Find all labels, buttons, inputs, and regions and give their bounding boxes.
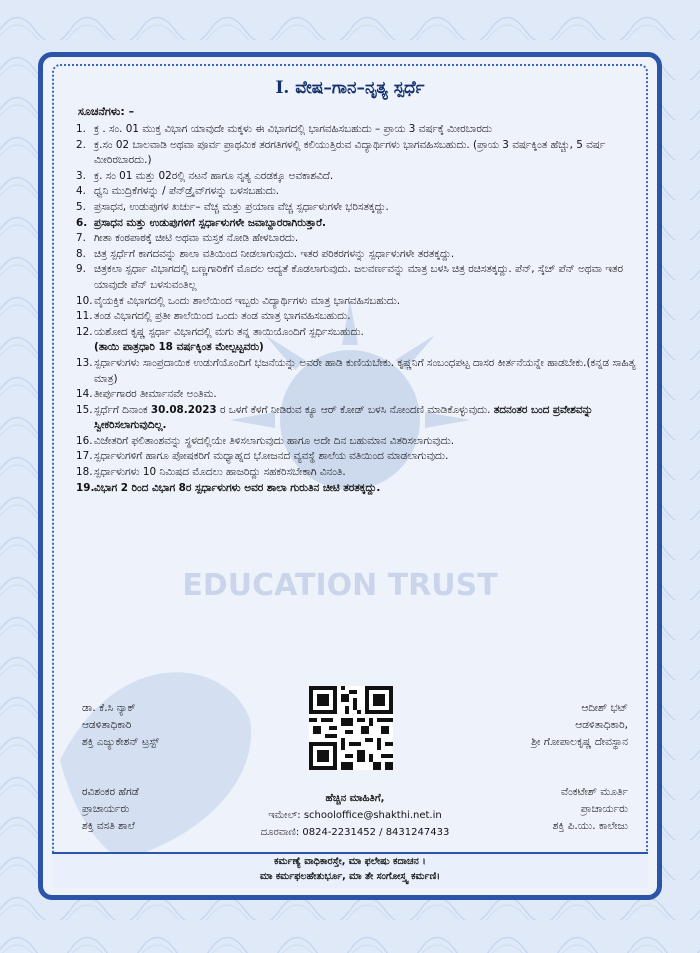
- rule-item: 9. ಚಿತ್ರಕಲಾ ಸ್ಪರ್ಧಾ ವಿಭಾಗದಲ್ಲಿ ಬಣ್ಣಗಾರಿಕೆಗೆ ಮೊದಲ ಆದ್ಯತೆ ಕೊಡಲಾಗುವುದು. ಜಲವರ್ಣವನ್ನು ಮಾತ್ರ ಬಳಸಿ ಚಿತ್ರ ರಚಿಸತಕ್ಕದ್ದು. ಪೆನ್, ಸ್ಕೆಚ್ ಪೆನ್ ಅಥವಾ ಇತರ ಯಾವುದೇ ಪೆನ್ ಬಳಸುವಂತಿಲ್ಲ: [76, 263, 624, 291]
- registration-qr-code[interactable]: [309, 686, 393, 770]
- rule-item: 14. ತೀರ್ಪುಗಾರರ ತೀರ್ಮಾನವೇ ಅಂತಿಮ.: [76, 388, 217, 401]
- signatory-top-right: ಆದೀಶ್ ಭಟ್ ಆಡಳಿತಾಧಿಕಾರಿ, ಶ್ರೀ ಗೋಪಾಲಕೃಷ್ಣ ದೇವಸ್ಥಾನ: [531, 702, 628, 748]
- signatory-top-left: ಡಾ. ಕೆ.ಸಿ ನ್ಯಾಕ್ ಆಡಳಿತಾಧಿಕಾರಿ ಶಕ್ತಿ ಎಜ್ಯುಕೇಶನ್ ಟ್ರಸ್ಟ್: [82, 702, 160, 748]
- rule-item: 5. ಪ್ರಸಾಧನ, ಉಡುಪುಗಳ ಖರ್ಚು– ವೆಚ್ಚ ಮತ್ತು ಪ್ರಯಾಣ ವೆಚ್ಚ ಸ್ಪರ್ಧಾಳುಗಳೇ ಭರಿಸತಕ್ಕದ್ದು.: [76, 200, 389, 213]
- rule-item: 11. ತಂಡ ವಿಭಾಗದಲ್ಲಿ ಪ್ರತೀ ಶಾಲೆಯಿಂದ ಒಂದು ತಂಡ ಮಾತ್ರ ಭಾಗವಹಿಸಬಹುದು.: [76, 310, 351, 323]
- email-link[interactable]: schooloffice@shakthi.net.in: [303, 810, 442, 821]
- footer-line-2: ಮಾ ಕರ್ಮಫಲಹೇತುರ್ಭೂ, ಮಾ ತೇ ಸಂಗೋಸ್ತ್ವ ಕರ್ಮಣಿ।: [259, 871, 441, 882]
- rule-item: 7. ಗೀತಾ ಕಂಠಪಾಠಕ್ಕೆ ಚೀಟಿ ಅಥವಾ ಮಸ್ತಕ ನೋಡಿ ಹೇಳಬಾರದು.: [76, 232, 299, 245]
- contact-info: ಹೆಚ್ಚಿನ ಮಾಹಿತಿಗೆ, ಇಮೇಲ್: schooloffice@shakthi.net.in ದೂರವಾಣಿ: 0824-2231452 / 8431247433: [225, 790, 485, 841]
- rule-item: 1. ಕ್ರ . ಸಂ. 01 ಮುಕ್ತ ವಿಭಾಗ ಯಾವುದೇ ಮಕ್ಕಳು ಈ ವಿಭಾಗದಲ್ಲಿ ಭಾಗವಹಿಸಬಹುದು – ಪ್ರಾಯ 3 ವರ್ಷಕ್ಕೆ ಮೀರಬಾರದು: [76, 123, 492, 135]
- deadline-date: 30.08.2023: [150, 403, 217, 416]
- rule-note: (ತಾಯಿ ಪಾತ್ರಧಾರಿ 18 ವರ್ಷಕ್ಕಿಂತ ಮೇಲ್ಪಟ್ಟವರು): [94, 341, 264, 354]
- rule-item: 19. ವಿಭಾಗ 2 ರಿಂದ ವಿಭಾಗ 8ರ ಸ್ಪರ್ಧಾಳುಗಳು ಅವರ ಶಾಲಾ ಗುರುತಿನ ಚೀಟಿ ತರತಕ್ಕದ್ದು.: [76, 481, 381, 494]
- rule-item: 8. ಚಿತ್ರ ಸ್ಪರ್ಧೆಗೆ ಕಾಗದವನ್ನು ಶಾಲಾ ವತಿಯಿಂದ ನೀಡಲಾಗುವುದು. ಇತರ ಪರಿಕರಗಳನ್ನು ಸ್ಪರ್ಧಾಳುಗಳೇ ತರತಕ್ಕದ್ದು.: [76, 247, 455, 260]
- page-title: I. ವೇಷ–ಗಾನ–ನೃತ್ಯ ಸ್ಪರ್ಧೆ: [275, 78, 425, 98]
- rules-list: [76, 122, 636, 496]
- rule-item: 12. ಯಶೋದ ಕೃಷ್ಣ ಸ್ಪರ್ಧಾ ವಿಭಾಗದಲ್ಲಿ ಮಗು ತನ್ನ ತಾಯಿಯೊಂದಿಗೆ ಸ್ಪರ್ಧಿಸಬಹುದು. (ತಾಯಿ ಪಾತ್ರಧಾರಿ 18 ವರ್ಷಕ್ಕಿಂತ ಮೇಲ್ಪಟ್ಟವರು): [76, 325, 364, 354]
- instructions-heading: ಸೂಚನೆಗಳು: –: [78, 105, 135, 118]
- signatory-bottom-right: ವೆಂಕಟೇಶ್ ಮೂರ್ತಿ ಪ್ರಾಚಾರ್ಯರು ಶಕ್ತಿ ಪಿ.ಯು. ಕಾಲೇಜು: [552, 786, 628, 832]
- rule-item: 17. ಸ್ಪರ್ಧಾಳುಗಳಿಗೆ ಹಾಗೂ ಪೋಷಕರಿಗೆ ಮಧ್ಯಾಹ್ನದ ಭೋಜನದ ವ್ಯವಸ್ಥೆ ಶಾಲೆಯ ವತಿಯಿಂದ ಮಾಡಲಾಗುವುದು.: [76, 450, 449, 463]
- rule-item: 15. ಸ್ಪರ್ಧೆಗೆ ದಿನಾಂಕ 30.08.2023 ರ ಒಳಗೆ ಕೆಳಗೆ ನೀಡಿರುವ ಕ್ಯೂ ಆರ್ ಕೋಡ್ ಬಳಸಿ ನೋಂದಣಿ ಮಾಡಿಕೊಳ್ಳುವುದು. ತದನಂತರ ಬಂದ ಪ್ರವೇಶವನ್ನು ಸ್ವೀಕರಿಸಲಾಗುವುದಿಲ್ಲ.: [76, 403, 593, 432]
- footer-line-1: ಕರ್ಮಣ್ಯೆ ವಾಧಿಕಾರಸ್ತೇ, ಮಾ ಫಲೇಷು ಕದಾಚನ ।: [274, 856, 426, 867]
- contact-heading: ಹೆಚ್ಚಿನ ಮಾಹಿತಿಗೆ,: [325, 793, 385, 804]
- footer-shloka: [52, 852, 648, 888]
- rule-item: 2. ಕ್ರ.ಸಂ 02 ಬಾಲವಾಡಿ ಅಥವಾ ಪೂರ್ವ ಪ್ರಾಥಮಿಕ ತರಗತಿಗಳಲ್ಲಿ ಕಲಿಯುತ್ತಿರುವ ವಿದ್ಯಾರ್ಥಿಗಳು ಭಾಗವಹಿಸಬಹುದು. (ಪ್ರಾಯ 3 ವರ್ಷಕ್ಕಿಂತ ಹೆಚ್ಚು, 5 ವರ್ಷ ಮೀರಿರಬಾರದು.): [76, 138, 606, 167]
- rule-item: 6. ಪ್ರಸಾಧನ ಮತ್ತು ಉಡುಪುಗಳಿಗೆ ಸ್ಪರ್ಧಾಳುಗಳೇ ಜವಾಬ್ದಾರರಾಗಿರುತ್ತಾರೆ.: [76, 216, 326, 229]
- phone-number[interactable]: 0824-2231452 / 8431247433: [302, 827, 450, 838]
- signatory-bottom-left: ರವಿಶಂಕರ ಹೆಗಡೆ ಪ್ರಾಚಾರ್ಯರು ಶಕ್ತಿ ವಸತಿ ಶಾಲೆ: [82, 786, 139, 832]
- rule-item: 13. ಸ್ಪರ್ಧಾಳುಗಳು ಸಾಂಪ್ರದಾಯಿಕ ಉಡುಗೆಯೊಂದಿಗೆ ಭಜನೆಯನ್ನು ಅವರೇ ಹಾಡಿ ಕುಣಿಯಬೇಕು. ಕೃಷ್ಣನಿಗೆ ಸಂಬಂಧಪಟ್ಟ ದಾಸರ ಕೀರ್ತನೆಯನ್ನೇ ಹಾಡಬೇಕು.(ಕನ್ನಡ ಸಾಹಿತ್ಯ ಮಾತ್ರ): [76, 356, 636, 385]
- rule-item: 18. ಸ್ಪರ್ಧಾಳುಗಳು 10 ನಿಮಿಷದ ಮೊದಲು ಹಾಜರಿದ್ದು ಸಹಕರಿಸಬೇಕಾಗಿ ವಿನಂತಿ.: [76, 466, 346, 479]
- rule-item: 16. ವಿಜೇತರಿಗೆ ಫಲಿತಾಂಶವನ್ನು ಸ್ಥಳದಲ್ಲಿಯೇ ತಿಳಿಸಲಾಗುವುದು ಹಾಗೂ ಅದೇ ದಿನ ಬಹುಮಾನ ವಿತರಿಸಲಾಗುವುದು.: [76, 434, 455, 447]
- rule-item: 3. ಕ್ರ. ಸಂ 01 ಮತ್ತು 02ರಲ್ಲಿ ನಟನೆ ಹಾಗೂ ನೃತ್ಯ ಎರಡಕ್ಕೂ ಅವಕಾಶವಿದೆ.: [76, 169, 334, 182]
- rule-item: 4. ಧ್ವನಿ ಮುದ್ರಿಕೆಗಳನ್ನು / ಪೆನ್‌ಡ್ರೈವ್‌ಗಳನ್ನು ಬಳಸಬಹುದು.: [76, 185, 280, 198]
- rule-item: 10. ವೈಯಕ್ತಿಕ ವಿಭಾಗದಲ್ಲಿ ಒಂದು ಶಾಲೆಯಿಂದ ಇಬ್ಬರು ವಿದ್ಯಾರ್ಥಿಗಳು ಮಾತ್ರ ಭಾಗವಹಿಸಬಹುದು.: [76, 294, 401, 307]
